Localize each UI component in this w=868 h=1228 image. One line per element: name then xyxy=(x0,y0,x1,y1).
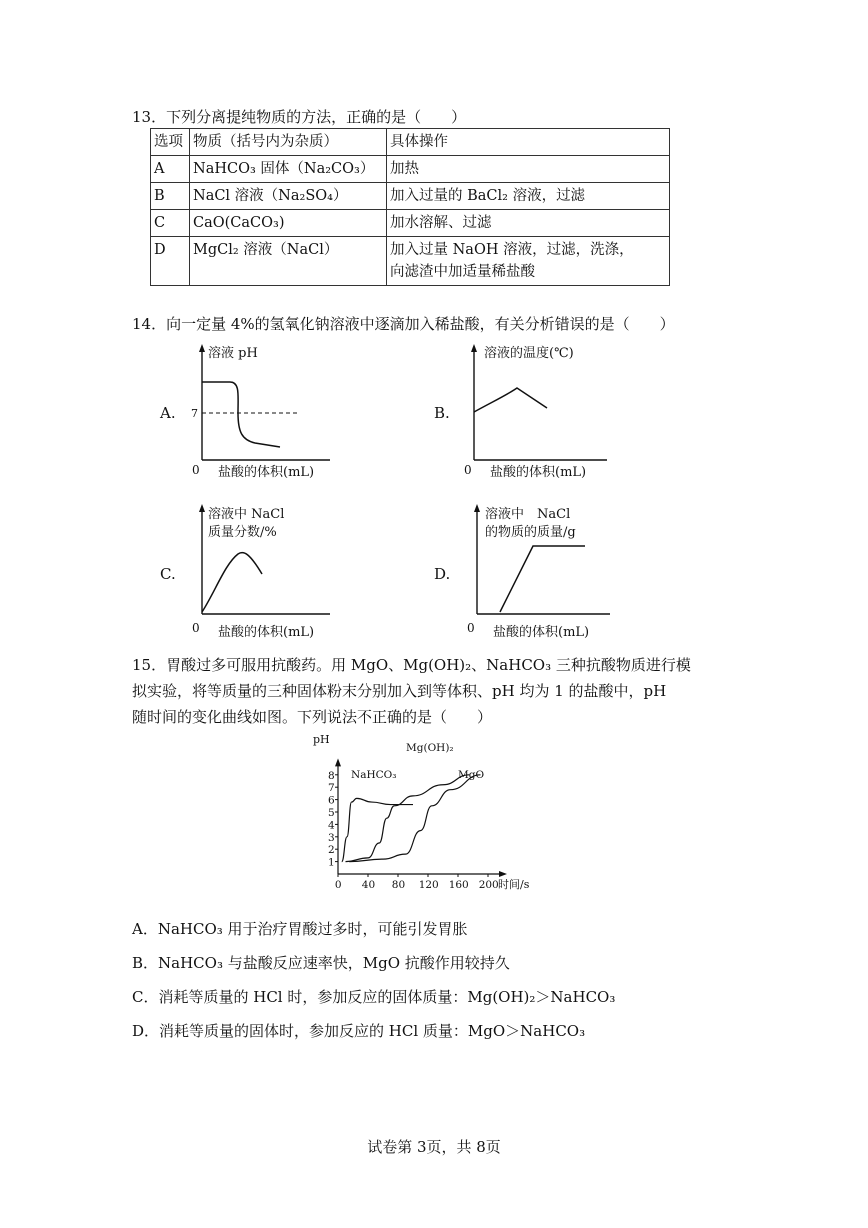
q13-stem: 13．下列分离提纯物质的方法，正确的是（ ） xyxy=(132,108,467,126)
x-tick-label: 120 xyxy=(418,879,439,891)
graph-a-xlabel: 盐酸的体积(mL) xyxy=(218,465,315,480)
table-row xyxy=(151,183,670,210)
table-row xyxy=(151,156,670,183)
table-cell xyxy=(387,237,670,286)
header-cell: 具体操作 xyxy=(387,129,670,156)
cell-line: 加入过量 NaOH 溶液，过滤，洗涤， xyxy=(390,242,634,258)
graph-a xyxy=(180,340,340,480)
chart-ylabel: pH xyxy=(313,733,330,746)
cell-line: 向滤渣中加适量稀盐酸 xyxy=(390,264,535,280)
table-row xyxy=(151,237,670,286)
x-tick-label: 200 xyxy=(478,879,499,891)
table-cell: C xyxy=(151,210,190,237)
q15-option-c: C．消耗等质量的 HCl 时，参加反应的固体质量：Mg(OH)₂＞NaHCO₃ xyxy=(132,988,616,1006)
graph-d xyxy=(455,502,625,642)
header-cell: 物质（括号内为杂质） xyxy=(190,129,387,156)
q15-option-d: D．消耗等质量的固体时，参加反应的 HCl 质量：MgO＞NaHCO₃ xyxy=(132,1022,586,1040)
table-cell: 加入过量的 BaCl₂ 溶液，过滤 xyxy=(387,183,670,210)
series-label-mgo: MgO xyxy=(458,769,485,781)
table-cell: CaO(CaCO₃) xyxy=(190,210,387,237)
graph-b-origin: 0 xyxy=(464,463,472,477)
table-cell: NaCl 溶液（Na₂SO₄） xyxy=(190,183,387,210)
y-tick-label: 4 xyxy=(328,819,335,832)
table-cell: MgCl₂ 溶液（NaCl） xyxy=(190,237,387,286)
y-axis-arrow xyxy=(335,758,341,766)
y-tick-label: 6 xyxy=(328,794,335,807)
header-cell: 选项 xyxy=(151,129,190,156)
y-tick-label: 8 xyxy=(328,769,335,782)
table-cell: A xyxy=(151,156,190,183)
graph-d-ylabel-1: 溶液中 NaCl xyxy=(485,507,571,522)
graph-c-letter: C. xyxy=(160,565,176,583)
graph-d-xlabel: 盐酸的体积(mL) xyxy=(493,625,590,640)
graph-a-ylabel: 溶液 pH xyxy=(208,346,258,361)
q14-stem: 14．向一定量 4%的氢氧化钠溶液中逐滴加入稀盐酸，有关分析错误的是（ ） xyxy=(132,315,675,333)
graph-d-origin: 0 xyxy=(467,621,475,635)
graph-b-xlabel: 盐酸的体积(mL) xyxy=(490,465,587,480)
table-cell: NaHCO₃ 固体（Na₂CO₃） xyxy=(190,156,387,183)
graph-a-origin: 0 xyxy=(192,463,200,477)
x-axis-arrow xyxy=(499,871,507,877)
page-footer: 试卷第 3页，共 8页 xyxy=(367,1138,501,1156)
q13-table xyxy=(150,128,670,286)
graph-b xyxy=(452,340,622,480)
table-cell: B xyxy=(151,183,190,210)
graph-d-letter: D. xyxy=(434,565,451,583)
q15-line-2: 拟实验，将等质量的三种固体粉末分别加入到等体积、pH 均为 1 的盐酸中，pH xyxy=(132,682,667,700)
series-line-nahco3 xyxy=(342,798,413,861)
graph-b-letter: B. xyxy=(434,404,450,422)
series-line-mgoh2 xyxy=(346,775,470,862)
series-label-nahco3: NaHCO₃ xyxy=(351,769,397,781)
graph-c-xlabel: 盐酸的体积(mL) xyxy=(218,625,315,640)
x-tick-label: 40 xyxy=(361,879,376,891)
y-tick-label: 7 xyxy=(328,782,335,795)
x-tick-label: 160 xyxy=(448,879,469,891)
series-label-mgoh2: Mg(OH)₂ xyxy=(406,742,454,754)
graph-c xyxy=(180,502,340,642)
q15-line-3: 随时间的变化曲线如图。下列说法不正确的是（ ） xyxy=(132,708,493,726)
table-cell: 加水溶解、过滤 xyxy=(387,210,670,237)
chart-xlabel: 时间/s xyxy=(498,878,530,891)
graph-a-letter: A. xyxy=(160,404,176,422)
graph-a-tick-7: 7 xyxy=(191,407,198,420)
graph-c-ylabel-2: 质量分数/% xyxy=(208,525,277,540)
table-row xyxy=(151,210,670,237)
graph-c-ylabel-1: 溶液中 NaCl xyxy=(208,507,285,522)
x-tick-label: 80 xyxy=(391,879,406,891)
y-tick-label: 2 xyxy=(328,844,335,857)
table-header-row xyxy=(151,129,670,156)
y-tick-label: 1 xyxy=(328,856,335,869)
table-cell: 加热 xyxy=(387,156,670,183)
y-tick-label: 5 xyxy=(328,807,335,819)
graph-d-ylabel-2: 的物质的质量/g xyxy=(485,525,576,540)
q15-option-a: A．NaHCO₃ 用于治疗胃酸过多时，可能引发胃胀 xyxy=(132,920,468,938)
q15-option-b: B．NaHCO₃ 与盐酸反应速率快，MgO 抗酸作用较持久 xyxy=(132,954,510,972)
graph-b-ylabel: 溶液的温度(℃) xyxy=(484,346,574,361)
y-tick-label: 3 xyxy=(328,831,335,844)
q15-line-1: 15．胃酸过多可服用抗酸药。用 MgO、Mg(OH)₂、NaHCO₃ 三种抗酸物质进行模 xyxy=(132,656,691,674)
graph-c-origin: 0 xyxy=(192,621,200,635)
q15-ph-chart xyxy=(300,726,540,896)
x-tick-label: 0 xyxy=(334,879,342,891)
table-cell: D xyxy=(151,237,190,286)
series-line-mgo xyxy=(349,775,480,862)
